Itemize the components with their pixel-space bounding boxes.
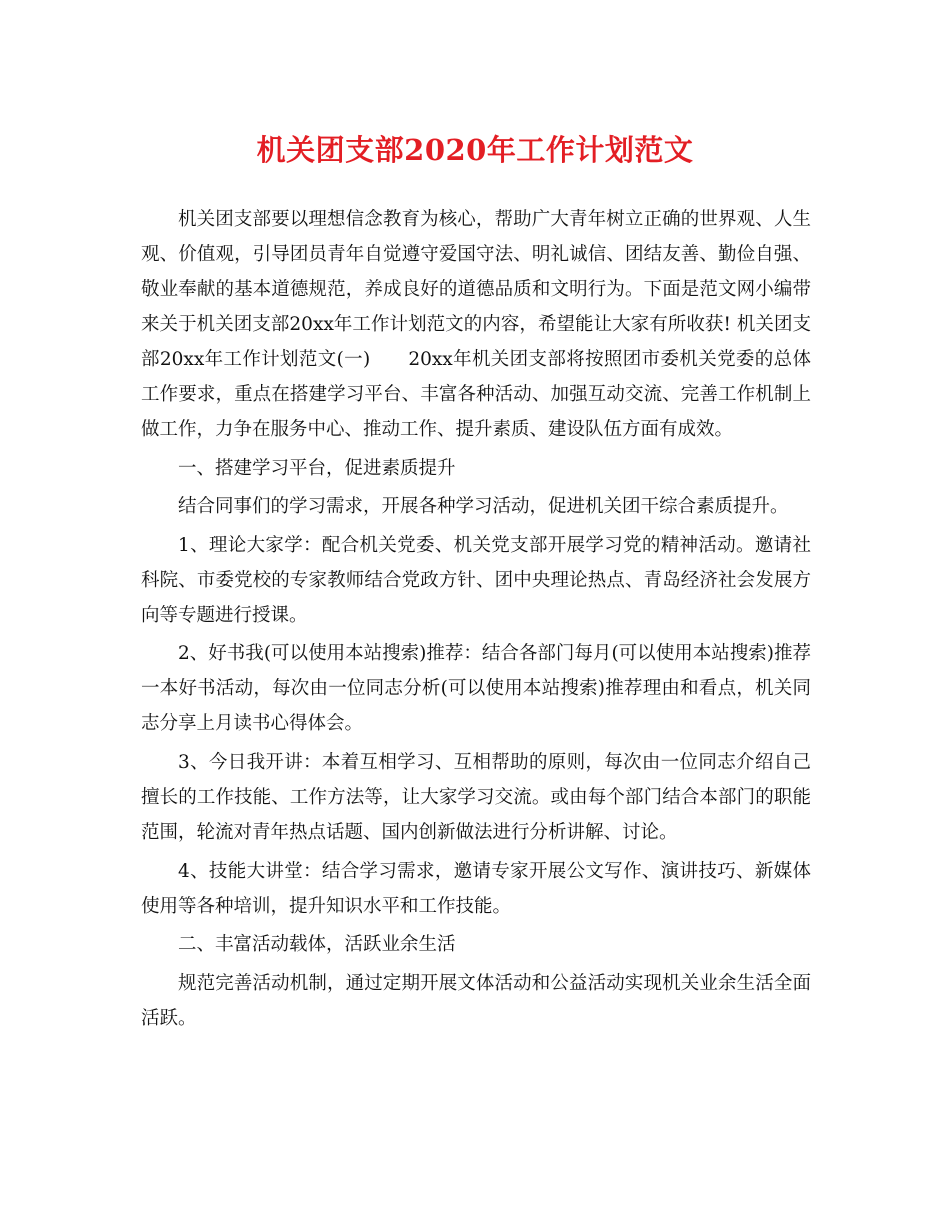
- paragraph-intro: 机关团支部要以理想信念教育为核心，帮助广大青年树立正确的世界观、人生观、价值观，引导团员青年自觉遵守爱国守法、明礼诚信、团结友善、勤俭自强、敬业奉献的基本道德规范，养成良好的道德品质和文明行为。下面是范文网小编带来关于机关团支部20xx年工作计划范文的内容，希望能让大家有所收获! 机关团支部20xx年工作计划范文(一) 20xx年机关团支部将按照团市委机关党委的总体工作要求，重点在搭建学习平台、丰富各种活动、加强互动交流、完善工作机制上做工作，力争在服务中心、推动工作、提升素质、建设队伍方面有成效。: [141, 209, 811, 440]
- list-item: 1、理论大家学：配合机关党委、机关党支部开展学习党的精神活动。邀请社科院、市委党校的专家教师结合党政方针、团中央理论热点、青岛经济社会发展方向等专题进行授课。: [141, 534, 811, 626]
- document-title: 机关团支部2020年工作计划范文: [256, 133, 694, 167]
- list-item: 2、好书我(可以使用本站搜索)推荐：结合各部门每月(可以使用本站搜索)推荐一本好书活动，每次由一位同志分析(可以使用本站搜索)推荐理由和看点，机关同志分享上月读书心得体会。: [141, 643, 811, 735]
- paragraph: 规范完善活动机制，通过定期开展文体活动和公益活动实现机关业余生活全面活跃。: [141, 972, 811, 1029]
- section-heading-2: 二、丰富活动载体，活跃业余生活: [178, 934, 456, 956]
- paragraph: 结合同事们的学习需求，开展各种学习活动，促进机关团干综合素质提升。: [178, 496, 789, 518]
- document-body: [141, 202, 811, 1036]
- section-heading-1: 一、搭建学习平台，促进素质提升: [178, 457, 456, 479]
- list-item: 3、今日我开讲：本着互相学习、互相帮助的原则，每次由一位同志介绍自己擅长的工作技能、工作方法等，让大家学习交流。或由每个部门结合本部门的职能范围，轮流对青年热点话题、国内创新做法进行分析讲解、讨论。: [141, 751, 811, 843]
- list-item: 4、技能大讲堂：结合学习需求，邀请专家开展公文写作、演讲技巧、新媒体使用等各种培训，提升知识水平和工作技能。: [141, 860, 811, 917]
